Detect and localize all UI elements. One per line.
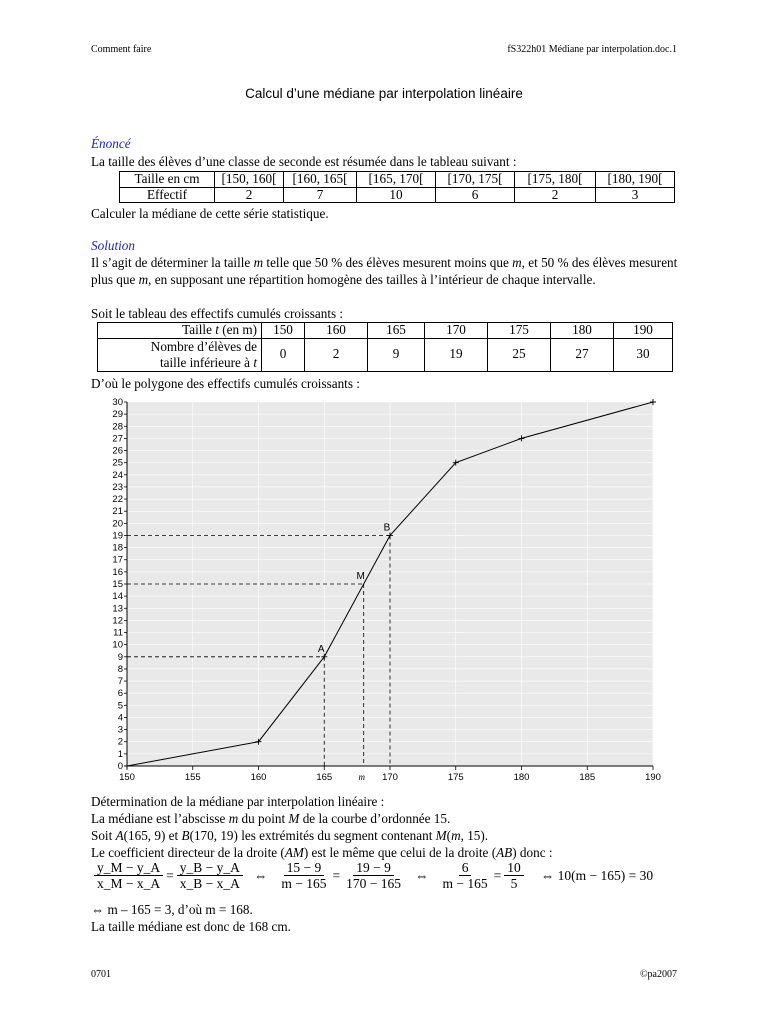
y-tick-label: 17 [112, 554, 123, 566]
y-tick-label: 7 [117, 676, 123, 688]
y-tick-label: 18 [112, 542, 123, 554]
footer-left: 0701 [91, 969, 111, 980]
y-tick-label: 0 [117, 761, 123, 772]
y-tick-label: 2 [117, 736, 123, 748]
y-tick-label: 3 [117, 724, 123, 736]
determination-conclusion: La taille médiane est donc de 168 cm. [91, 919, 291, 934]
table-cell: 25 [488, 338, 551, 371]
fraction: $\frac{y\_B - y\_A}{x\_B - x\_A}$ [177, 860, 243, 891]
table-cell: 9 [368, 338, 425, 371]
table-cell: 10 [357, 187, 436, 203]
x-tick-label: 160 [250, 772, 267, 783]
table-cell: 180 [551, 323, 614, 339]
chart-intro: D’où le polygone des effectifs cumulés croissants : [91, 376, 360, 391]
frequency-table [119, 171, 675, 203]
y-tick-label: 23 [112, 481, 123, 493]
fraction: $\frac{19 - 9}{170 - 165}$ [346, 860, 401, 891]
y-tick-label: 5 [117, 700, 123, 712]
y-tick-label: 28 [112, 421, 123, 433]
y-tick-label: 29 [112, 409, 123, 421]
table-row-header: Taille en cm [120, 172, 215, 188]
table-row-header: Nombre d’élèves de taille inférieure à t [98, 338, 262, 371]
y-tick-label: 14 [112, 591, 123, 603]
fraction: $\frac{6}{m - 165}$ [442, 860, 488, 891]
table-cell: 19 [425, 338, 488, 371]
determination-line-5: ⇔ m – 165 = 3, d’où m = 168. [91, 902, 253, 917]
determination-line-3: Soit A(165, 9) et B(170, 19) les extrémités du segment contenant M(m, 15). [91, 828, 489, 843]
y-tick-label: 11 [113, 627, 123, 639]
y-tick-label: 15 [112, 579, 123, 590]
x-tick-label: 175 [447, 772, 464, 783]
table-cell: 160 [305, 323, 368, 339]
y-tick-label: 25 [112, 457, 123, 469]
x-tick-label: 190 [645, 772, 661, 783]
table-cell: 175 [488, 323, 551, 339]
x-tick-label-m: m [358, 772, 365, 782]
page-title: Calcul d’une médiane par interpolation linéaire [245, 86, 523, 101]
cumulative-frequency-chart [95, 392, 665, 784]
y-tick-label: 4 [117, 712, 123, 724]
table-cell: 3 [596, 187, 675, 203]
table-cell: 27 [551, 338, 614, 371]
table-cell: 165 [368, 323, 425, 339]
y-tick-label: 22 [112, 494, 123, 506]
solution-table-intro: Soit le tableau des effectifs cumulés croissants : [91, 306, 344, 321]
x-tick-label: 150 [119, 772, 135, 783]
y-tick-label: 8 [117, 663, 123, 675]
determination-line-1: Détermination de la médiane par interpolation linéaire : [91, 794, 385, 809]
table-cell: [170, 175[ [436, 172, 515, 188]
y-tick-label: 24 [112, 469, 123, 481]
y-tick-label: 12 [112, 615, 123, 627]
point-label-B: B [383, 522, 391, 534]
table-cell: 7 [284, 187, 357, 203]
fraction: $\frac{y\_M - y\_A}{x\_M - x\_A}$ [94, 860, 163, 891]
enonce-question: Calculer la médiane de cette série statistique. [91, 206, 329, 221]
table-cell: [150, 160[ [215, 172, 284, 188]
table-cell: 30 [614, 338, 673, 371]
table-cell: [165, 170[ [357, 172, 436, 188]
table-cell: 190 [614, 323, 673, 339]
header-right: fS322h01 Médiane par interpolation.doc.1 [507, 44, 677, 55]
table-cell: 150 [262, 323, 305, 339]
table-cell: [175, 180[ [515, 172, 596, 188]
y-tick-label: 1 [117, 748, 123, 760]
fraction: $\frac{15 - 9}{m - 165}$ [281, 860, 327, 891]
x-tick-label: 180 [513, 772, 530, 783]
y-tick-label: 16 [112, 566, 123, 578]
table-cell: [160, 165[ [284, 172, 357, 188]
table-row-header: Effectif [120, 187, 215, 203]
solution-heading: Solution [91, 238, 135, 253]
y-tick-label: 10 [112, 639, 123, 651]
y-tick-label: 30 [112, 397, 123, 408]
table-cell: 0 [262, 338, 305, 371]
footer-right: ©pa2007 [639, 969, 677, 980]
x-tick-label: 155 [184, 772, 201, 783]
slope-equation: $\frac{y\_M - y\_A}{x\_M - x\_A}$ = $\frac{y\_B - y\_A}{x\_B - x\_A}$ ⇔ $\frac{15 - 9}{m - 165}$ = $\frac{19 - 9}{170 - 165}$ ⇔ $\frac{6}{m - 165}$ = $\frac{10}{5}$ ⇔ 10(m − 165) = 30 [91, 860, 661, 891]
point-label-A: A [317, 643, 325, 655]
x-tick-label: 170 [382, 772, 398, 783]
y-tick-label: 19 [112, 530, 123, 542]
y-tick-label: 13 [112, 603, 123, 615]
y-tick-label: 9 [117, 651, 123, 663]
fraction: $\frac{10}{5}$ [504, 860, 524, 891]
y-tick-label: 27 [112, 433, 123, 445]
enonce-heading: Énoncé [91, 136, 131, 151]
point-label-M: M [356, 571, 365, 582]
determination-line-2: La médiane est l’abscisse m du point M de la courbe d’ordonnée 15. [91, 811, 451, 826]
y-tick-label: 20 [112, 518, 123, 530]
table-cell: 2 [305, 338, 368, 371]
table-cell: 2 [215, 187, 284, 203]
y-tick-label: 26 [112, 445, 123, 457]
header-left: Comment faire [91, 44, 152, 55]
table-cell: 170 [425, 323, 488, 339]
x-tick-label: 165 [316, 772, 333, 783]
table-cell: 6 [436, 187, 515, 203]
x-tick-label: 185 [579, 772, 596, 783]
table-row-header: Taille t (en m) [98, 323, 262, 339]
table-cell: [180, 190[ [596, 172, 675, 188]
cumulative-table [97, 322, 673, 372]
solution-paragraph: Il s’agit de déterminer la taille m telle que 50 % des élèves mesurent moins que m, et 50 % des élèves mesurent plus que m, en supposant une répartition homogène des tailles à l’intérieur de chaque intervalle. [91, 255, 678, 287]
determination-line-4: Le coefficient directeur de la droite (AM) est le même que celui de la droite (AB) donc : [91, 845, 553, 860]
table-cell: 2 [515, 187, 596, 203]
enonce-intro: La taille des élèves d’une classe de seconde est résumée dans le tableau suivant : [91, 154, 517, 169]
y-tick-label: 21 [112, 506, 123, 518]
y-tick-label: 6 [117, 688, 123, 700]
